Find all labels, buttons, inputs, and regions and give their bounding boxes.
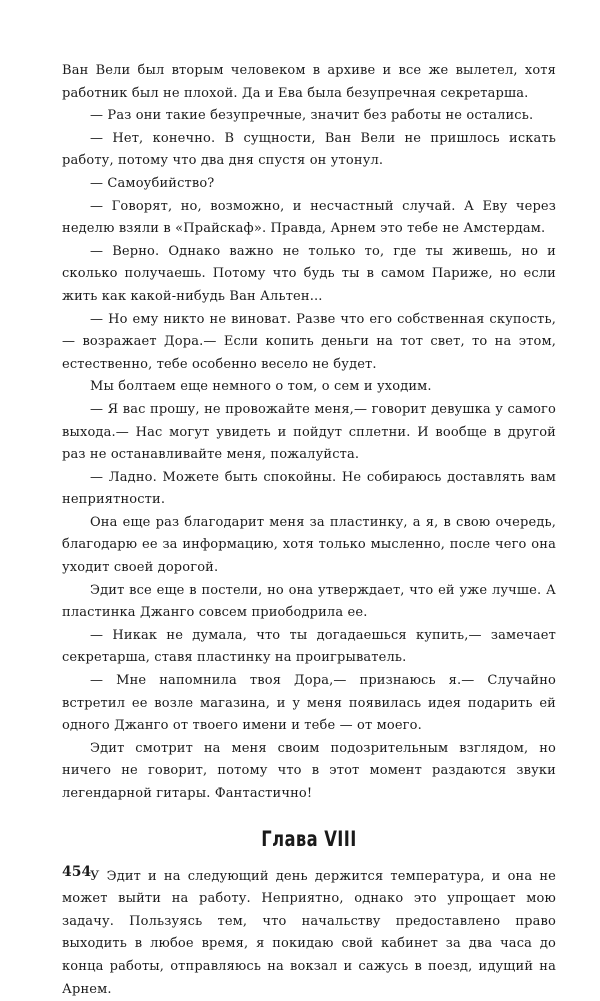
paragraph: У Эдит и на следующий день держится температура, и она не может выйти на работу. Неприятно, однако это упрощает мою задачу. Пользуясь тем, что начальству предоставлено право выходить в любое время, я покидаю свой кабинет за два часа до конца работы, отправляюсь на вокзал и сажусь в поезд, идущий на Арнем.: [62, 868, 556, 997]
paragraph: Она еще раз благодарит меня за пластинку, а я, в свою очередь, благодарю ее за информацию, хотя только мысленно, после чего она уходит своей дорогой.: [62, 514, 556, 576]
paragraph: — Я вас прошу, не провожайте меня,— говорит девушка у самого выхода.— Нас могут увидеть и пойдут сплетни. И вообще в другой раз не останавливайте меня, пожалуйста.: [62, 401, 556, 463]
paragraph: — Но ему никто не виноват. Разве что его собственная скупость,— возражает Дора.— Если копить деньги на тот свет, то на этом, естественно, тебе особенно весело не будет.: [62, 311, 556, 372]
paragraph: — Самоубийство?: [90, 175, 215, 191]
paragraph: Эдит все еще в постели, но она утверждает, что ей уже лучше. А пластинка Джанго совсем приободрила ее.: [62, 582, 556, 621]
paragraph: — Говорят, но, возможно, и несчастный случай. А Еву через неделю взяли в «Прайскаф». Правда, Арнем это тебе не Амстердам.: [62, 198, 556, 237]
page-number: 454: [62, 864, 92, 880]
paragraph: — Верно. Однако важно не только то, где ты живешь, но и сколько получаешь. Потому что будь ты в самом Париже, но если жить как какой-нибудь Ван Альтен...: [62, 243, 556, 304]
paragraph: — Мне напомнила твоя Дора,— признаюсь я.— Случайно встретил ее возле магазина, и у меня появилась идея подарить ей одного Джанго от твоего имени и тебе — от моего.: [62, 673, 556, 734]
paragraph: Мы болтаем еще немного о том, о сем и уходим.: [90, 379, 432, 395]
page-body: [62, 60, 556, 1001]
paragraph: — Нет, конечно. В сущности, Ван Вели не пришлось искать работу, потому что два дня спустя он утонул.: [62, 130, 556, 169]
paragraph: — Ладно. Можете быть спокойны. Не собираюсь доставлять вам неприятности.: [62, 469, 556, 508]
paragraph: Эдит смотрит на меня своим подозрительным взглядом, но ничего не говорит, потому что в этот момент раздаются звуки легендарной гитары. Фантастично!: [62, 740, 556, 801]
paragraph: — Раз они такие безупречные, значит без работы не остались.: [90, 108, 534, 124]
chapter-heading: Глава VIII: [261, 826, 357, 851]
paragraph: Ван Вели был вторым человеком в архиве и все же вылетел, хотя работник был не плохой. Да и Ева была безупречная секретарша.: [62, 63, 556, 101]
paragraph: — Никак не думала, что ты догадаешься купить,— замечает секретарша, ставя пластинку на проигрыватель.: [62, 627, 556, 666]
